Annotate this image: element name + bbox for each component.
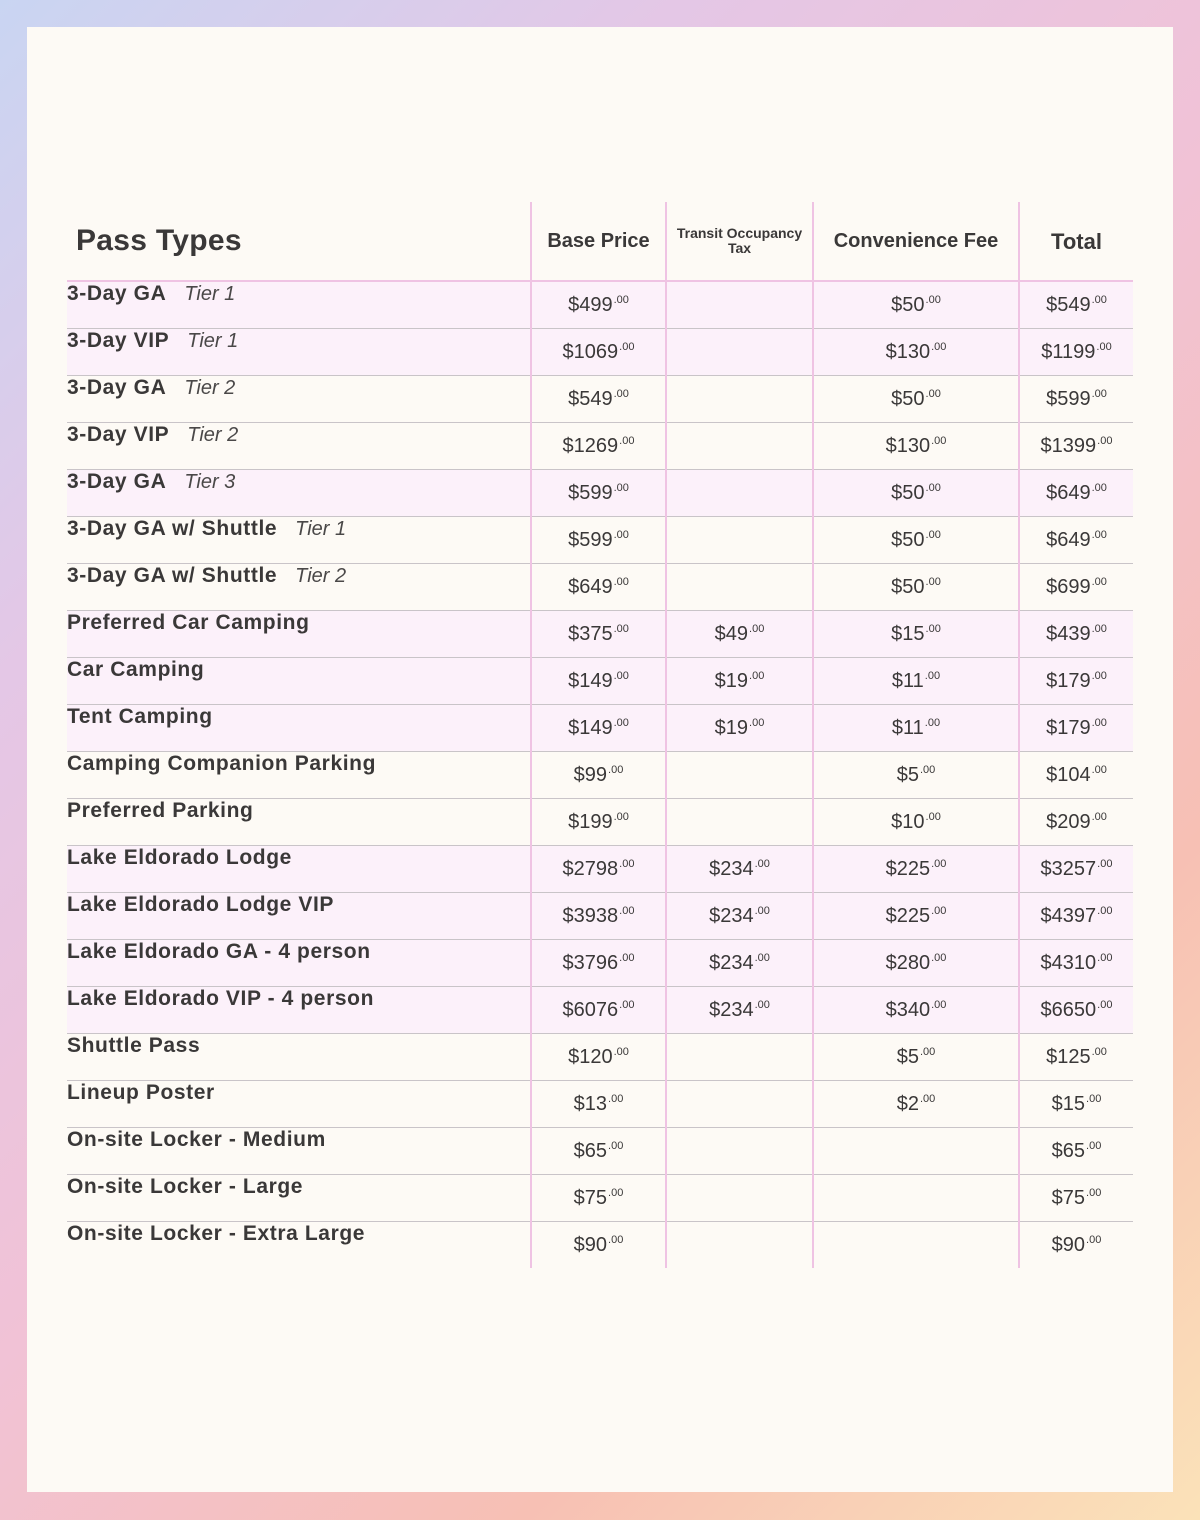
price-amount: $125: [1046, 1045, 1091, 1068]
price-amount: $19: [714, 669, 749, 692]
total-cell: [1019, 376, 1133, 423]
table-row: [67, 658, 1133, 705]
pass-name-cell: [67, 752, 531, 799]
price-cents: .00: [925, 810, 941, 823]
price-cents: .00: [619, 998, 635, 1011]
price-amount: $13: [573, 1092, 608, 1115]
base-price-cell: [531, 846, 666, 893]
convenience-fee-cell: [813, 705, 1019, 752]
total-cell: [1019, 752, 1133, 799]
price-cents: .00: [925, 575, 941, 588]
price-amount: $1269: [562, 434, 619, 457]
table-row: [67, 376, 1133, 423]
convenience-fee-cell: [813, 658, 1019, 705]
base-price-cell: [531, 752, 666, 799]
pass-name-cell: [67, 564, 531, 611]
price-cents: .00: [613, 481, 629, 494]
pass-name: 3-Day GA: [67, 470, 167, 493]
convenience-fee-cell: [813, 893, 1019, 940]
price-amount: $499: [568, 293, 613, 316]
base-price-cell: [531, 281, 666, 329]
pass-name: Lake Eldorado Lodge VIP: [67, 893, 335, 916]
price-amount: $65: [1051, 1139, 1086, 1162]
total-cell: [1019, 329, 1133, 376]
pass-tier: Tier 1: [184, 283, 236, 305]
table-row: [67, 893, 1133, 940]
price-cents: .00: [1091, 481, 1107, 494]
pass-name-cell: [67, 423, 531, 470]
price-cents: .00: [1096, 340, 1112, 353]
price-cents: .00: [619, 951, 635, 964]
total-cell: [1019, 1128, 1133, 1175]
total-cell: [1019, 1175, 1133, 1222]
price-amount: $649: [1046, 528, 1091, 551]
pass-name-cell: [67, 893, 531, 940]
pass-name-cell: [67, 281, 531, 329]
price-cents: .00: [754, 904, 770, 917]
pass-name-cell: [67, 1034, 531, 1081]
price-cents: .00: [749, 716, 765, 729]
transit-tax-cell: [666, 846, 813, 893]
transit-tax-cell: [666, 799, 813, 846]
price-amount: $120: [568, 1045, 613, 1068]
pass-name-cell: [67, 611, 531, 658]
pass-name-cell: [67, 940, 531, 987]
price-cents: .00: [931, 998, 947, 1011]
price-cents: .00: [925, 293, 941, 306]
price-amount: $104: [1046, 763, 1091, 786]
price-amount: $15: [891, 622, 925, 645]
total-cell: [1019, 423, 1133, 470]
price-cents: .00: [1086, 1186, 1102, 1199]
price-cents: .00: [1097, 904, 1113, 917]
pass-name: 3-Day GA w/ Shuttle: [67, 564, 278, 587]
price-card: [27, 27, 1173, 1492]
price-amount: $599: [568, 481, 613, 504]
pass-name: 3-Day VIP: [67, 329, 170, 352]
base-price-cell: [531, 423, 666, 470]
pass-tier: Tier 2: [187, 424, 239, 446]
pass-name: 3-Day GA w/ Shuttle: [67, 517, 278, 540]
pass-tier: Tier 2: [295, 565, 347, 587]
pass-name: On-site Locker - Extra Large: [67, 1222, 366, 1245]
pass-name: On-site Locker - Medium: [67, 1128, 326, 1151]
total-cell: [1019, 1034, 1133, 1081]
convenience-fee-cell: [813, 1128, 1019, 1175]
base-price-cell: [531, 470, 666, 517]
base-price-cell: [531, 940, 666, 987]
price-cents: .00: [613, 669, 629, 682]
convenience-fee-cell: [813, 940, 1019, 987]
price-amount: $3257: [1040, 857, 1097, 880]
pass-name-cell: [67, 705, 531, 752]
price-cents: .00: [1086, 1233, 1102, 1246]
total-cell: [1019, 1222, 1133, 1269]
price-cents: .00: [924, 669, 941, 682]
transit-tax-cell: [666, 987, 813, 1034]
convenience-fee-cell: [813, 1034, 1019, 1081]
price-amount: $4397: [1040, 904, 1097, 927]
price-amount: $599: [568, 528, 613, 551]
table-body: [67, 281, 1133, 1268]
pass-name: On-site Locker - Large: [67, 1175, 304, 1198]
price-cents: .00: [925, 622, 941, 635]
header-pass-types: Pass Types: [67, 202, 531, 281]
price-cents: .00: [749, 669, 765, 682]
price-amount: $75: [573, 1186, 608, 1209]
price-amount: $340: [885, 998, 931, 1021]
price-cents: .00: [1091, 387, 1107, 400]
price-cents: .00: [613, 528, 629, 541]
price-amount: $19: [714, 716, 749, 739]
convenience-fee-cell: [813, 1081, 1019, 1128]
convenience-fee-cell: [813, 281, 1019, 329]
price-cents: .00: [754, 998, 770, 1011]
price-cents: .00: [931, 904, 947, 917]
price-amount: $50: [891, 481, 925, 504]
total-cell: [1019, 1081, 1133, 1128]
base-price-cell: [531, 705, 666, 752]
convenience-fee-cell: [813, 329, 1019, 376]
pass-name: Lake Eldorado Lodge: [67, 846, 292, 869]
price-amount: $130: [885, 340, 931, 363]
table-row: [67, 517, 1133, 564]
price-cents: .00: [613, 716, 629, 729]
price-cents: .00: [931, 857, 947, 870]
transit-tax-cell: [666, 1222, 813, 1269]
header-convenience-fee: Convenience Fee: [813, 202, 1019, 281]
transit-tax-cell: [666, 940, 813, 987]
price-amount: $1399: [1040, 434, 1097, 457]
pass-name-cell: [67, 1175, 531, 1222]
price-amount: $10: [891, 810, 925, 833]
price-cents: .00: [613, 293, 629, 306]
base-price-cell: [531, 1128, 666, 1175]
pass-tier: Tier 3: [184, 471, 236, 493]
base-price-cell: [531, 1034, 666, 1081]
price-cents: .00: [931, 340, 947, 353]
price-amount: $50: [891, 293, 925, 316]
price-cents: .00: [1091, 669, 1107, 682]
price-cents: .00: [613, 1045, 629, 1058]
price-cents: .00: [754, 857, 770, 870]
price-cents: .00: [608, 1233, 624, 1246]
total-cell: [1019, 517, 1133, 564]
base-price-cell: [531, 1222, 666, 1269]
price-cents: .00: [1091, 528, 1107, 541]
base-price-cell: [531, 564, 666, 611]
pass-name: 3-Day GA: [67, 376, 167, 399]
pass-name: Tent Camping: [67, 705, 213, 728]
transit-tax-cell: [666, 705, 813, 752]
table-row: [67, 799, 1133, 846]
pass-name: 3-Day GA: [67, 282, 167, 305]
price-cents: .00: [619, 340, 635, 353]
header-total: Total: [1019, 202, 1133, 281]
price-amount: $149: [568, 716, 613, 739]
convenience-fee-cell: [813, 799, 1019, 846]
total-cell: [1019, 281, 1133, 329]
price-amount: $375: [568, 622, 613, 645]
total-cell: [1019, 611, 1133, 658]
transit-tax-cell: [666, 376, 813, 423]
table-row: [67, 1222, 1133, 1269]
price-amount: $699: [1046, 575, 1091, 598]
pass-name: 3-Day VIP: [67, 423, 170, 446]
convenience-fee-cell: [813, 846, 1019, 893]
transit-tax-cell: [666, 423, 813, 470]
price-amount: $179: [1046, 669, 1091, 692]
convenience-fee-cell: [813, 611, 1019, 658]
total-cell: [1019, 705, 1133, 752]
price-amount: $6076: [562, 998, 619, 1021]
price-amount: $75: [1051, 1186, 1086, 1209]
table-row: [67, 752, 1133, 799]
price-cents: .00: [1091, 763, 1107, 776]
price-amount: $649: [568, 575, 613, 598]
price-amount: $15: [1051, 1092, 1086, 1115]
price-amount: $439: [1046, 622, 1091, 645]
table-row: [67, 611, 1133, 658]
price-cents: .00: [619, 857, 635, 870]
total-cell: [1019, 846, 1133, 893]
base-price-cell: [531, 611, 666, 658]
price-cents: .00: [619, 434, 635, 447]
base-price-cell: [531, 1081, 666, 1128]
total-cell: [1019, 564, 1133, 611]
pass-name-cell: [67, 1081, 531, 1128]
price-amount: $234: [709, 904, 754, 927]
price-amount: $6650: [1040, 998, 1097, 1021]
pass-name-cell: [67, 846, 531, 893]
price-amount: $225: [885, 857, 931, 880]
transit-tax-cell: [666, 611, 813, 658]
table-row: [67, 940, 1133, 987]
price-cents: .00: [1086, 1139, 1102, 1152]
price-cents: .00: [1091, 622, 1107, 635]
base-price-cell: [531, 376, 666, 423]
pass-name: Camping Companion Parking: [67, 752, 377, 775]
total-cell: [1019, 470, 1133, 517]
price-amount: $49: [714, 622, 749, 645]
price-cents: .00: [919, 1045, 936, 1058]
price-cents: .00: [749, 622, 765, 635]
price-amount: $130: [885, 434, 931, 457]
price-cents: .00: [613, 575, 629, 588]
base-price-cell: [531, 1175, 666, 1222]
transit-tax-cell: [666, 1175, 813, 1222]
price-cents: .00: [1091, 575, 1107, 588]
transit-tax-cell: [666, 564, 813, 611]
price-amount: $90: [573, 1233, 608, 1256]
pass-name-cell: [67, 799, 531, 846]
price-amount: $280: [885, 951, 931, 974]
price-cents: .00: [924, 716, 941, 729]
table-row: [67, 329, 1133, 376]
price-amount: $4310: [1040, 951, 1097, 974]
convenience-fee-cell: [813, 564, 1019, 611]
price-amount: $149: [568, 669, 613, 692]
price-cents: .00: [1091, 716, 1107, 729]
price-cents: .00: [608, 763, 624, 776]
convenience-fee-cell: [813, 987, 1019, 1034]
pass-name: Car Camping: [67, 658, 205, 681]
price-amount: $225: [885, 904, 931, 927]
price-amount: $234: [709, 998, 754, 1021]
transit-tax-cell: [666, 658, 813, 705]
price-amount: $649: [1046, 481, 1091, 504]
price-cents: .00: [613, 622, 629, 635]
price-amount: $209: [1046, 810, 1091, 833]
header-base-price: Base Price: [531, 202, 666, 281]
base-price-cell: [531, 658, 666, 705]
price-amount: $11: [891, 716, 924, 739]
transit-tax-cell: [666, 470, 813, 517]
price-amount: $1069: [562, 340, 619, 363]
pass-tier: Tier 2: [184, 377, 236, 399]
price-amount: $5: [896, 763, 919, 786]
convenience-fee-cell: [813, 470, 1019, 517]
price-cents: .00: [919, 1092, 936, 1105]
price-cents: .00: [925, 528, 941, 541]
total-cell: [1019, 940, 1133, 987]
pass-name: Preferred Car Camping: [67, 611, 310, 634]
table-row: [67, 987, 1133, 1034]
table-row: [67, 423, 1133, 470]
table-row: [67, 705, 1133, 752]
price-cents: .00: [1091, 1045, 1107, 1058]
price-cents: .00: [1091, 810, 1107, 823]
table-row: [67, 470, 1133, 517]
total-cell: [1019, 893, 1133, 940]
transit-tax-cell: [666, 1128, 813, 1175]
price-amount: $2798: [562, 857, 619, 880]
price-cents: .00: [919, 763, 936, 776]
price-amount: $179: [1046, 716, 1091, 739]
table-header-row: [67, 202, 1133, 281]
price-amount: $90: [1051, 1233, 1086, 1256]
price-cents: .00: [1097, 998, 1113, 1011]
base-price-cell: [531, 893, 666, 940]
header-transit-tax: Transit Occupancy Tax: [666, 202, 813, 281]
convenience-fee-cell: [813, 423, 1019, 470]
price-cents: .00: [1097, 434, 1113, 447]
price-cents: .00: [1097, 951, 1113, 964]
pass-tier: Tier 1: [187, 330, 239, 352]
table-row: [67, 846, 1133, 893]
transit-tax-cell: [666, 752, 813, 799]
price-amount: $1199: [1041, 340, 1096, 363]
transit-tax-cell: [666, 517, 813, 564]
price-amount: $3938: [562, 904, 619, 927]
price-amount: $599: [1046, 387, 1091, 410]
transit-tax-cell: [666, 329, 813, 376]
transit-tax-cell: [666, 1081, 813, 1128]
base-price-cell: [531, 517, 666, 564]
pass-name-cell: [67, 517, 531, 564]
price-cents: .00: [1091, 293, 1107, 306]
total-cell: [1019, 987, 1133, 1034]
table-row: [67, 564, 1133, 611]
convenience-fee-cell: [813, 1222, 1019, 1269]
base-price-cell: [531, 329, 666, 376]
convenience-fee-cell: [813, 517, 1019, 564]
total-cell: [1019, 799, 1133, 846]
pass-price-table: [67, 202, 1133, 1268]
price-cents: .00: [925, 387, 941, 400]
price-cents: .00: [1097, 857, 1113, 870]
price-cents: .00: [613, 387, 629, 400]
pass-name: Lineup Poster: [67, 1081, 215, 1104]
table-row: [67, 1081, 1133, 1128]
total-cell: [1019, 658, 1133, 705]
price-cents: .00: [608, 1139, 624, 1152]
table-row: [67, 1128, 1133, 1175]
convenience-fee-cell: [813, 1175, 1019, 1222]
transit-tax-cell: [666, 1034, 813, 1081]
pass-tier: Tier 1: [295, 518, 347, 540]
price-cents: .00: [613, 810, 629, 823]
price-amount: $549: [568, 387, 613, 410]
table-row: [67, 1034, 1133, 1081]
price-amount: $11: [891, 669, 924, 692]
price-amount: $199: [568, 810, 613, 833]
transit-tax-cell: [666, 281, 813, 329]
base-price-cell: [531, 987, 666, 1034]
pass-name: Lake Eldorado VIP - 4 person: [67, 987, 374, 1010]
pass-name-cell: [67, 470, 531, 517]
price-amount: $549: [1046, 293, 1091, 316]
price-amount: $3796: [562, 951, 619, 974]
price-amount: $50: [891, 528, 925, 551]
price-amount: $65: [573, 1139, 608, 1162]
convenience-fee-cell: [813, 752, 1019, 799]
price-amount: $50: [891, 575, 925, 598]
pass-name: Preferred Parking: [67, 799, 254, 822]
table-row: [67, 1175, 1133, 1222]
table-row: [67, 281, 1133, 329]
price-amount: $99: [573, 763, 608, 786]
price-cents: .00: [754, 951, 770, 964]
price-cents: .00: [608, 1186, 624, 1199]
price-cents: .00: [931, 434, 947, 447]
price-amount: $50: [891, 387, 925, 410]
transit-tax-cell: [666, 893, 813, 940]
pass-name-cell: [67, 658, 531, 705]
pass-name-cell: [67, 376, 531, 423]
pass-name-cell: [67, 1128, 531, 1175]
convenience-fee-cell: [813, 376, 1019, 423]
pass-name-cell: [67, 329, 531, 376]
base-price-cell: [531, 799, 666, 846]
pass-name-cell: [67, 987, 531, 1034]
pass-name-cell: [67, 1222, 531, 1269]
pass-name: Shuttle Pass: [67, 1034, 201, 1057]
price-amount: $2: [896, 1092, 919, 1115]
price-cents: .00: [931, 951, 947, 964]
price-amount: $234: [709, 951, 754, 974]
price-amount: $234: [709, 857, 754, 880]
price-cents: .00: [1086, 1092, 1102, 1105]
price-cents: .00: [619, 904, 635, 917]
pass-name: Lake Eldorado GA - 4 person: [67, 940, 371, 963]
price-cents: .00: [608, 1092, 624, 1105]
price-cents: .00: [925, 481, 941, 494]
price-amount: $5: [896, 1045, 919, 1068]
